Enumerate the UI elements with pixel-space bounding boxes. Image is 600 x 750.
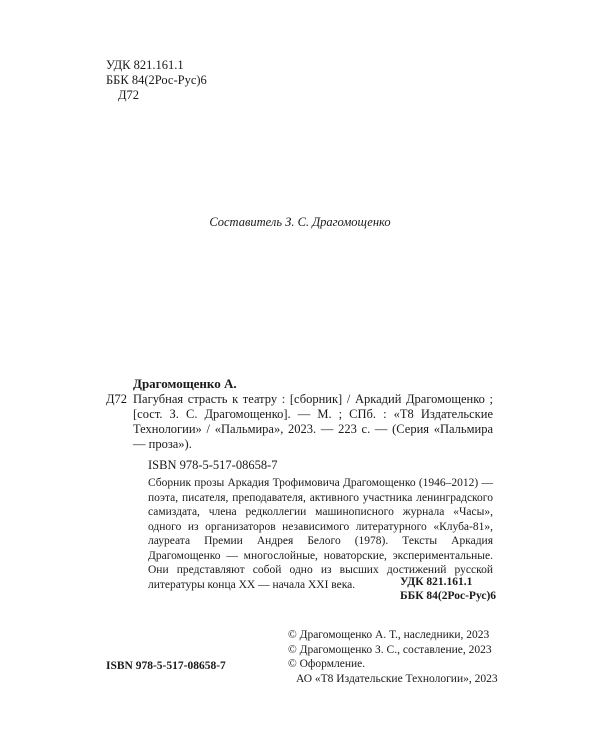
isbn-main: ISBN 978-5-517-08658-7 (148, 458, 278, 472)
udk-code-right: УДК 821.161.1 (400, 576, 473, 588)
annotation: Сборник прозы Аркадия Трофимовича Драгомощенко (1946–2012) — поэта, писателя, преподавателя, активного участника ленинградского самиздата, члена редколлегии машинописного журнала «Часы», одного из организаторов независимого литературного «Клуба-81», лауреата Премии Андрея Белого (1978). Тексты Аркадия Драгомощенко — многослойные, новаторские, экспериментальные. Они представляют собой одно из высших достижений русской литературы конца XX — начала XXI века. (148, 477, 493, 591)
udk-code: УДК 821.161.1 (106, 58, 184, 72)
bibliographic-description: Пагубная страсть к театру : [сборник] / Аркадий Драгомощенко ; [сост. З. С. Драгомощенко]. — М. ; СПб. : «Т8 Издательские Технологии» / «Пальмира», 2023. — 223 с. — (Серия «Пальмира — проза»). (133, 392, 493, 451)
copyright-line: © Оформление. (288, 658, 366, 670)
author-mark: Д72 (118, 88, 140, 102)
classification-block (106, 58, 207, 103)
bbk-code: ББК 84(2Рос-Рус)6 (106, 73, 207, 87)
copyright-line: © Драгомощенко А. Т., наследники, 2023 (288, 629, 490, 641)
copyright-block (288, 628, 498, 686)
copyright-line: © Драгомощенко З. С., составление, 2023 (288, 643, 492, 656)
compiler-line: Составитель З. С. Драгомощенко (209, 215, 391, 229)
classification-right (400, 575, 496, 603)
author-mark-side: Д72 (106, 392, 128, 406)
bbk-code-right: ББК 84(2Рос-Рус)6 (400, 590, 497, 602)
author-heading: Драгомощенко А. (133, 376, 237, 391)
copyright-line: АО «Т8 Издательские Технологии», 2023 (296, 672, 498, 685)
isbn-bottom: ISBN 978-5-517-08658-7 (106, 660, 226, 672)
